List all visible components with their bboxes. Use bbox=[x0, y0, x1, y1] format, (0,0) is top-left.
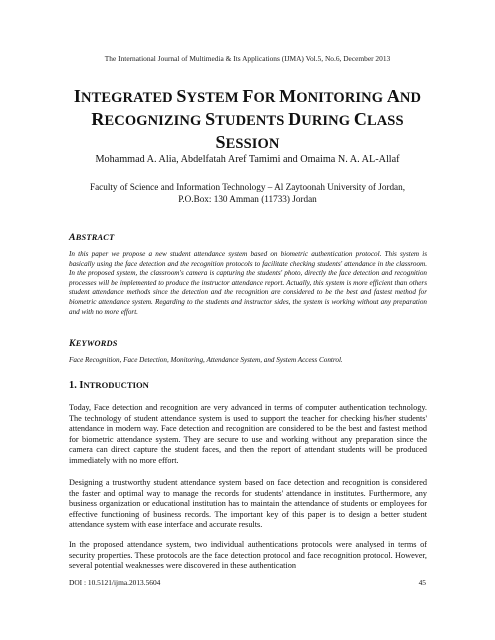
abstract-text: In this paper we propose a new student attendance system based on biometric authentication protocol. This system is basically using the face detection and the recognition protocols to facilitate checking students' attendance in the classroom. In the proposed system, the classroom's camera is capturing the students' photo, directly the face detection and recognition processes will be implemented to produce the instructor attendance report. Actually, this system is more efficient than others student attendance methods since the detection and the recognition are considered to be the best and fastest method for biometric attendance system. Regarding to the students and instructor sides, the system is working without any preparation and with no more effort. bbox=[69, 250, 427, 316]
authors: Mohammad A. Alia, Abdelfatah Aref Tamimi and Omaima N. A. AL-Allaf bbox=[95, 154, 400, 165]
affiliation-line-2: P.O.Box: 130 Amman (11733) Jordan bbox=[178, 194, 317, 204]
title-line-1: INTEGRATED SYSTEM FOR MONITORING AND bbox=[73, 86, 422, 106]
affiliation-line-1: Faculty of Science and Information Technology – Al Zaytoonah University of Jordan, bbox=[89, 182, 406, 192]
title-line-3: SESSION bbox=[215, 132, 280, 152]
footer-doi: DOI : 10.5121/ijma.2013.5604 bbox=[69, 578, 161, 587]
page-number: 45 bbox=[418, 578, 426, 587]
paper-title bbox=[50, 86, 445, 155]
title-line-2: RECOGNIZING STUDENTS DURING CLASS bbox=[91, 109, 404, 129]
abstract-heading: ABSTRACT bbox=[69, 232, 115, 243]
keywords-text: Face Recognition, Face Detection, Monitoring, Attendance System, and System Access Control. bbox=[69, 356, 343, 364]
intro-paragraph-2: Designing a trustworthy student attendance system based on face detection and recognition is considered the faster and optimal way to manage the records for students' attendance in institutes. Furthermore, any business organization or educational institution has to maintain the attendance of students or employees for effective functioning of business records. The important key of this paper is to design a better student attendance system with ease interface and accurate results. bbox=[69, 478, 427, 530]
affiliation bbox=[0, 181, 495, 205]
introduction-heading: 1. INTRODUCTION bbox=[69, 380, 149, 391]
intro-paragraph-3: In the proposed attendance system, two individual authentications protocols were analysed in terms of security properties. These protocols are the face detection protocol and face recognition protocol. However, several potential weaknesses were discovered in these authentication bbox=[69, 540, 427, 571]
keywords-heading: KEYWORDS bbox=[69, 338, 118, 349]
journal-header: The International Journal of Multimedia & Its Applications (IJMA) Vol.5, No.6, December 2013 bbox=[104, 54, 391, 63]
intro-paragraph-1: Today, Face detection and recognition are very advanced in terms of computer authentication technology. The technology of student attendance system is used to support the teacher for checking his/her students' attendance in modern way. Face detection and recognition are considered to be the best and fastest method for biometric attendance system. They are secure to use and working without any preparation since the camera can direct capture the student faces, and then the report of attendant students will be produced immediately with no more effort. bbox=[69, 403, 427, 465]
